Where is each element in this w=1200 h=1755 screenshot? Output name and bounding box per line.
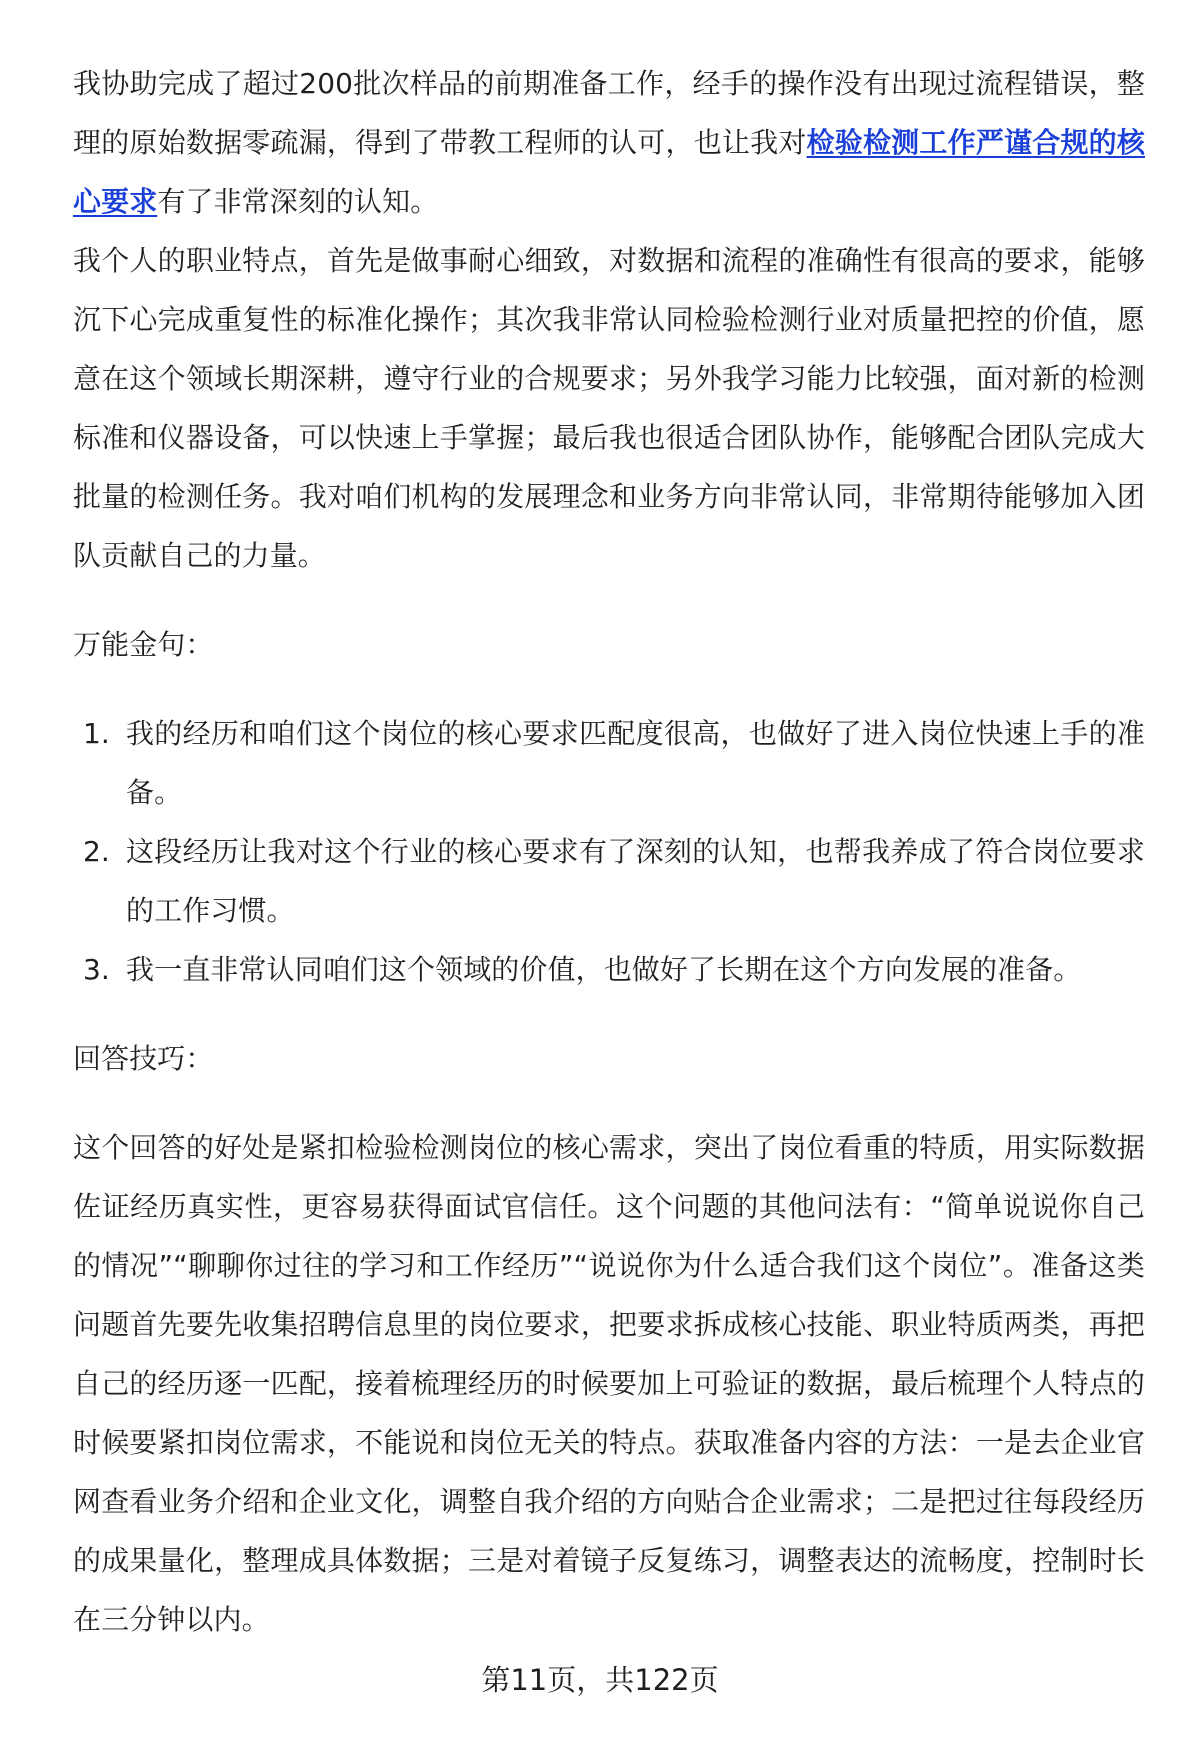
tips-label: 回答技巧： — [73, 1042, 214, 1075]
highlight-link[interactable]: 检验检测工作严谨合规的核心要求 — [73, 126, 1145, 218]
intro-text-start: 我协助完成了超过200批次样品的前期准备工作，经手的操作没有出现过流程错误，整理的原始数据零疏漏，得到了带教工程师的认可，也让我对 — [73, 67, 1145, 159]
list-number: 2. — [83, 835, 110, 868]
list-number: 3. — [83, 953, 110, 986]
tips-paragraph: 这个回答的好处是紧扣检验检测岗位的核心需求，突出了岗位看重的特质，用实际数据佐证经历真实性，更容易获得面试官信任。这个问题的其他问法有：“简单说说你自己的情况”“聊聊你过往的学习和工作经历”“说说你为什么适合我们这个岗位”。准备这类问题首先要先收集招聘信息里的岗位要求，把要求拆成核心技能、职业特质两类，再把自己的经历逐一匹配，接着梳理经历的时候要加上可验证的数据，最后梳理个人特点的时候要紧扣岗位需求，不能说和岗位无关的特点。获取准备内容的方法：一是去企业官网查看业务介绍和企业文化，调整自我介绍的方向贴合企业需求；二是把过往每段经历的成果量化，整理成具体数据；三是对着镜子反复练习，调整表达的流畅度，控制时长在三分钟以内。 — [73, 1131, 1145, 1636]
golden-sentences-list — [73, 704, 1145, 999]
list-item — [73, 704, 1145, 822]
list-item — [73, 940, 1145, 999]
intro-text-end: 有了非常深刻的认知。 — [157, 185, 439, 218]
golden-sentences-label: 万能金句： — [73, 628, 214, 661]
list-item-text: 这段经历让我对这个行业的核心要求有了深刻的认知，也帮我养成了符合岗位要求的工作习惯。 — [126, 835, 1145, 927]
list-item-text: 我的经历和咱们这个岗位的核心要求匹配度很高，也做好了进入岗位快速上手的准备。 — [126, 717, 1145, 809]
traits-paragraph: 我个人的职业特点，首先是做事耐心细致，对数据和流程的准确性有很高的要求，能够沉下心完成重复性的标准化操作；其次我非常认同检验检测行业对质量把控的价值，愿意在这个领域长期深耕，遵守行业的合规要求；另外我学习能力比较强，面对新的检测标准和仪器设备，可以快速上手掌握；最后我也很适合团队协作，能够配合团队完成大批量的检测任务。我对咱们机构的发展理念和业务方向非常认同，非常期待能够加入团队贡献自己的力量。 — [73, 244, 1145, 572]
page-content — [73, 54, 1145, 1649]
list-number: 1. — [83, 717, 110, 750]
list-item-text: 我一直非常认同咱们这个领域的价值，也做好了长期在这个方向发展的准备。 — [126, 953, 1082, 986]
page-number-footer: 第11页，共122页 — [481, 1663, 719, 1697]
list-item — [73, 822, 1145, 940]
intro-paragraph — [73, 54, 1145, 231]
